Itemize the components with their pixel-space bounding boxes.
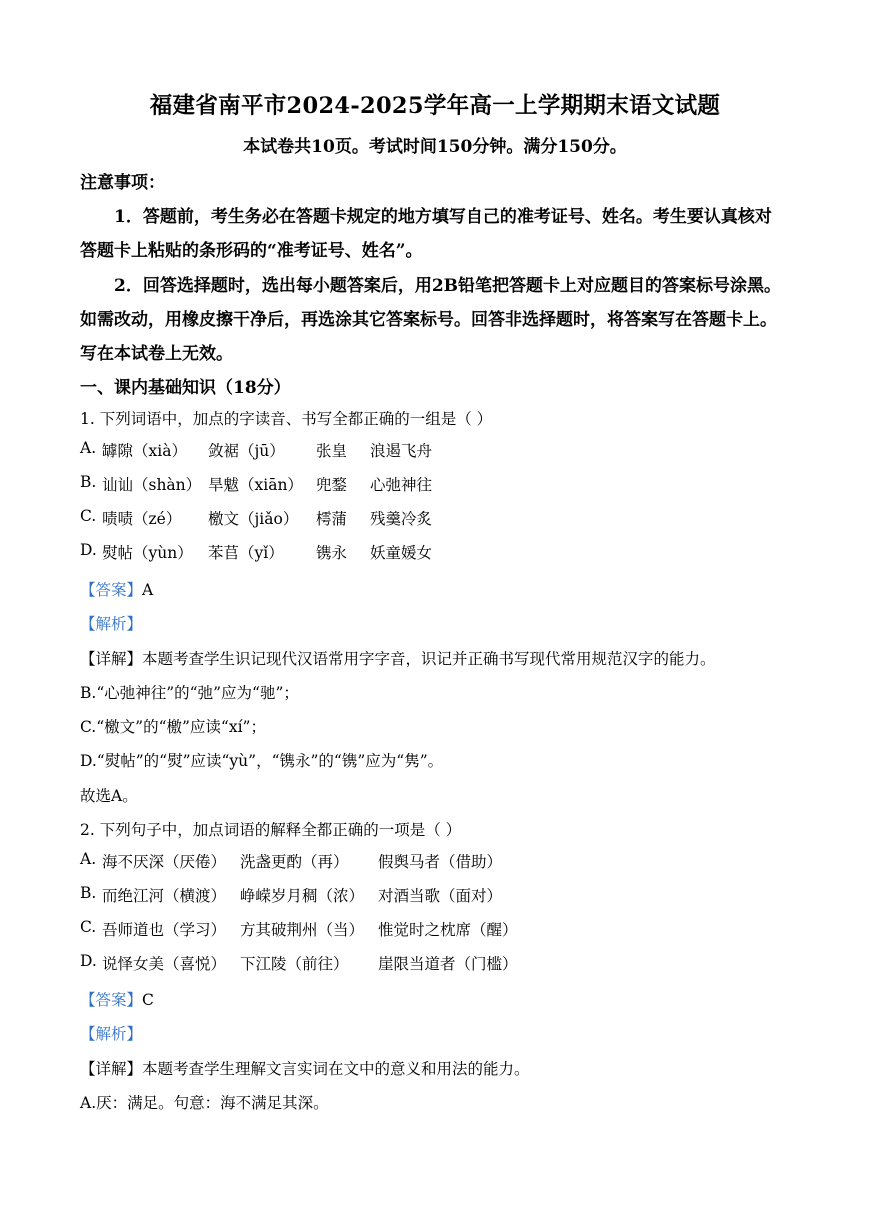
question-1-stem: 1. 下列词语中，加点的字读音、书写全都正确的一组是（ ） <box>80 410 493 428</box>
option-word-3: 张皇 <box>316 442 348 460</box>
question-2-detail <box>80 1057 530 1079</box>
option-phrase-1: 海不厌深（厌倦） <box>102 853 227 871</box>
option-word-4: 浪遏飞舟 <box>370 442 433 460</box>
option-word-2: 旱魃（xiān） <box>208 476 303 494</box>
question-1-explain-d: D.“熨帖”的“熨”应读“yù”，“镌永”的“镌”应为“隽”。 <box>80 752 444 770</box>
question-2-explain-a: A.厌：满足。句意：海不满足其深。 <box>80 1094 329 1112</box>
detail-text: 本题考查学生识记现代汉语常用字字音，识记并正确书写现代常用规范汉字的能力。 <box>142 650 716 668</box>
page-title: 福建省南平市2024-2025学年高一上学期期末语文试题 <box>149 93 721 119</box>
question-2-option-a <box>80 850 840 874</box>
option-label: B. <box>80 884 97 902</box>
question-1-option-d <box>80 541 840 565</box>
option-phrase-3: 假舆马者（借助） <box>378 853 503 871</box>
question-1-answer <box>80 578 153 600</box>
question-2-answer <box>80 988 154 1010</box>
analysis-label: 【解析】 <box>80 1025 143 1043</box>
answer-label: 【答案】 <box>80 581 143 599</box>
option-word-4: 心弛神往 <box>370 476 433 494</box>
option-phrase-1: 而绝江河（横渡） <box>102 887 227 905</box>
option-word-2: 苯苢（yǐ） <box>208 544 284 562</box>
analysis-label: 【解析】 <box>80 615 143 633</box>
option-word-1: 啧啧（zé） <box>102 510 182 528</box>
option-label: C. <box>80 918 97 936</box>
answer-value: C <box>142 991 154 1009</box>
option-label: C. <box>80 507 97 525</box>
option-label: D. <box>80 541 97 559</box>
option-word-2: 敛裾（jū） <box>208 442 285 460</box>
option-phrase-2: 峥嵘岁月稠（浓） <box>240 887 365 905</box>
question-2-analysis <box>80 1022 142 1044</box>
question-1-detail <box>80 647 716 669</box>
notice-item-2-line-2: 如需改动，用橡皮擦干净后，再选涂其它答案标号。回答非选择题时，将答案写在答题卡上。 <box>80 310 777 330</box>
detail-label: 【详解】 <box>80 1060 143 1078</box>
option-phrase-2: 洗盏更酌（再） <box>240 853 349 871</box>
question-1-analysis <box>80 612 142 634</box>
question-2-stem: 2. 下列句子中，加点词语的解释全都正确的一项是（ ） <box>80 821 462 839</box>
option-phrase-3: 崖限当道者（门槛） <box>378 955 518 973</box>
option-word-2: 檄文（jiǎo） <box>208 510 299 528</box>
question-1-explain-b: B.“心弛神往”的“弛”应为“驰”； <box>80 684 299 702</box>
option-word-3: 兜鍪 <box>316 476 348 494</box>
question-1-option-a <box>80 439 840 463</box>
answer-value: A <box>142 581 154 599</box>
section-heading: 一、课内基础知识（18分） <box>80 378 291 398</box>
option-word-4: 残羹冷炙 <box>370 510 433 528</box>
question-1-option-b <box>80 473 840 497</box>
detail-text: 本题考查学生理解文言实词在文中的意义和用法的能力。 <box>142 1060 530 1078</box>
option-word-1: 讪讪（shàn） <box>102 476 202 494</box>
option-phrase-3: 惟觉时之枕席（醒） <box>378 921 518 939</box>
option-phrase-3: 对酒当歌（面对） <box>378 887 503 905</box>
notice-heading: 注意事项： <box>80 173 165 193</box>
notice-item-1-line-2: 答题卡上粘贴的条形码的“准考证号、姓名”。 <box>80 241 423 261</box>
option-label: D. <box>80 952 97 970</box>
answer-label: 【答案】 <box>80 991 143 1009</box>
option-label: A. <box>80 439 97 457</box>
question-1-conclusion: 故选A。 <box>80 787 138 805</box>
notice-item-1-line-1: 1．答题前，考生务必在答题卡规定的地方填写自己的准考证号、姓名。考生要认真核对 <box>114 207 772 227</box>
option-phrase-1: 说怿女美（喜悦） <box>102 955 227 973</box>
detail-label: 【详解】 <box>80 650 143 668</box>
option-phrase-2: 下江陵（前往） <box>240 955 349 973</box>
option-phrase-2: 方其破荆州（当） <box>240 921 365 939</box>
notice-item-2-line-3: 写在本试卷上无效。 <box>80 344 233 364</box>
option-word-1: 罅隙（xià） <box>102 442 187 460</box>
notice-item-2-line-1: 2．回答选择题时，选出每小题答案后，用2B铅笔把答题卡上对应题目的答案标号涂黑。 <box>114 276 782 296</box>
question-1-option-c <box>80 507 840 531</box>
option-word-3: 樗蒲 <box>316 510 348 528</box>
question-1-explain-c: C.“檄文”的“檄”应读“xí”； <box>80 718 266 736</box>
option-word-4: 妖童媛女 <box>370 544 433 562</box>
question-2-option-b <box>80 884 840 908</box>
question-2-option-d <box>80 952 840 976</box>
option-label: A. <box>80 850 97 868</box>
option-word-1: 熨帖（yùn） <box>102 544 193 562</box>
exam-info: 本试卷共10页。考试时间150分钟。满分150分。 <box>243 137 627 157</box>
question-2-option-c <box>80 918 840 942</box>
option-word-3: 镌永 <box>316 544 348 562</box>
option-phrase-1: 吾师道也（学习） <box>102 921 227 939</box>
option-label: B. <box>80 473 97 491</box>
